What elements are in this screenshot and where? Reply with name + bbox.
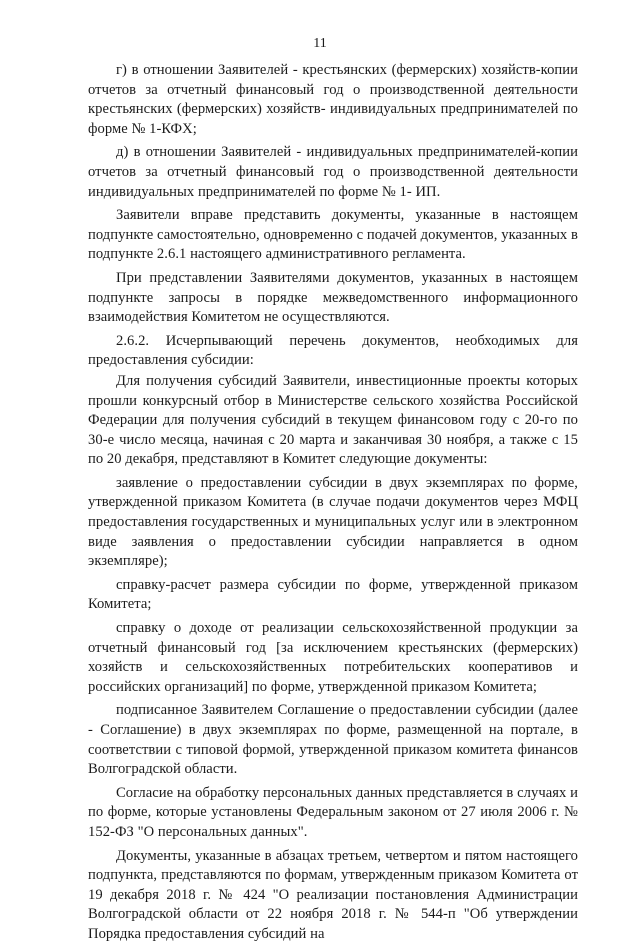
paragraph-section-2-6-2: 2.6.2. Исчерпывающий перечень документов, необходимых для предоставления субсидии:: [88, 332, 578, 369]
paragraph-application: заявление о предоставлении субсидии в двух экземплярах по форме, утвержденной приказом Комитета (в случае подачи документов через МФЦ предоставления государственных и муниципальных услуг или в электронном виде заявления о предоставлении субсидии направляется в одном экземпляре);: [88, 474, 578, 570]
paragraph-kfh-reports: г) в отношении Заявителей - крестьянских (фермерских) хозяйств-копии отчетов за отчетный финансовый год о производственной деятельности крестьянских (фермерских) хозяйств- индивидуальных предпринимателей по форме № 1-КФХ;: [88, 62, 578, 137]
paragraph-subsidy-conditions: Для получения субсидий Заявители, инвестиционные проекты которых прошли конкурсный отбор в Министерстве сельского хозяйства Российской Федерации для получения субсидий в текущем финансовом году с 20-го по 30-е число месяца, начиная с 20 марта и заканчивая 30 ноября, а также с 15 по 20 декабря, представляют в Комитет следующие документы:: [88, 372, 578, 468]
paragraph-interagency-requests: При представлении Заявителями документов, указанных в настоящем подпункте запросы в порядке межведомственного информационного взаимодействия Комитетом не осуществляются.: [88, 269, 578, 326]
page-number: 11: [313, 36, 327, 51]
paragraph-agreement: подписанное Заявителем Соглашение о предоставлении субсидии (далее - Соглашение) в двух экземплярах по форме, размещенной на портале, в соответствии с типовой формой, утвержденной приказом комитета финансов Волгоградской области.: [88, 702, 578, 778]
paragraph-ip-reports: д) в отношении Заявителей - индивидуальных предпринимателей-копии отчетов за отчетный финансовый год о производственной деятельности индивидуальных предпринимателей по форме № 1- ИП.: [88, 144, 578, 200]
paragraph-income-certificate: справку о доходе от реализации сельскохозяйственной продукции за отчетный финансовый год [за исключением крестьянских (фермерских) хозяйств и сельскохозяйственных потребительских кооперативов и российских организаций] по форме, утвержденной приказом Комитета;: [88, 620, 578, 695]
paragraph-calculation-certificate: справку-расчет размера субсидии по форме, утвержденной приказом Комитета;: [88, 576, 578, 613]
paragraph-personal-data-consent: Согласие на обработку персональных данных представляется в случаях и по форме, которые установлены Федеральным законом от 27 июля 2006 г. № 152-ФЗ "О персональных данных".: [88, 784, 578, 840]
paragraph-document-forms: Документы, указанные в абзацах третьем, четвертом и пятом настоящего подпункта, представляются по формам, утвержденным приказом Комитета от 19 декабря 2018 г. № 424 "О реализации постановления Администрации Волгоградской области от 22 ноября 2018 г. № 544-п "Об утверждении Порядка предоставления субсидий на: [88, 847, 578, 942]
paragraph-applicants-right: Заявители вправе представить документы, указанные в настоящем подпункте самостоятельно, одновременно с подачей документов, указанных в подпункте 2.6.1 настоящего административного регламента.: [88, 207, 578, 263]
document-body: [88, 61, 578, 949]
